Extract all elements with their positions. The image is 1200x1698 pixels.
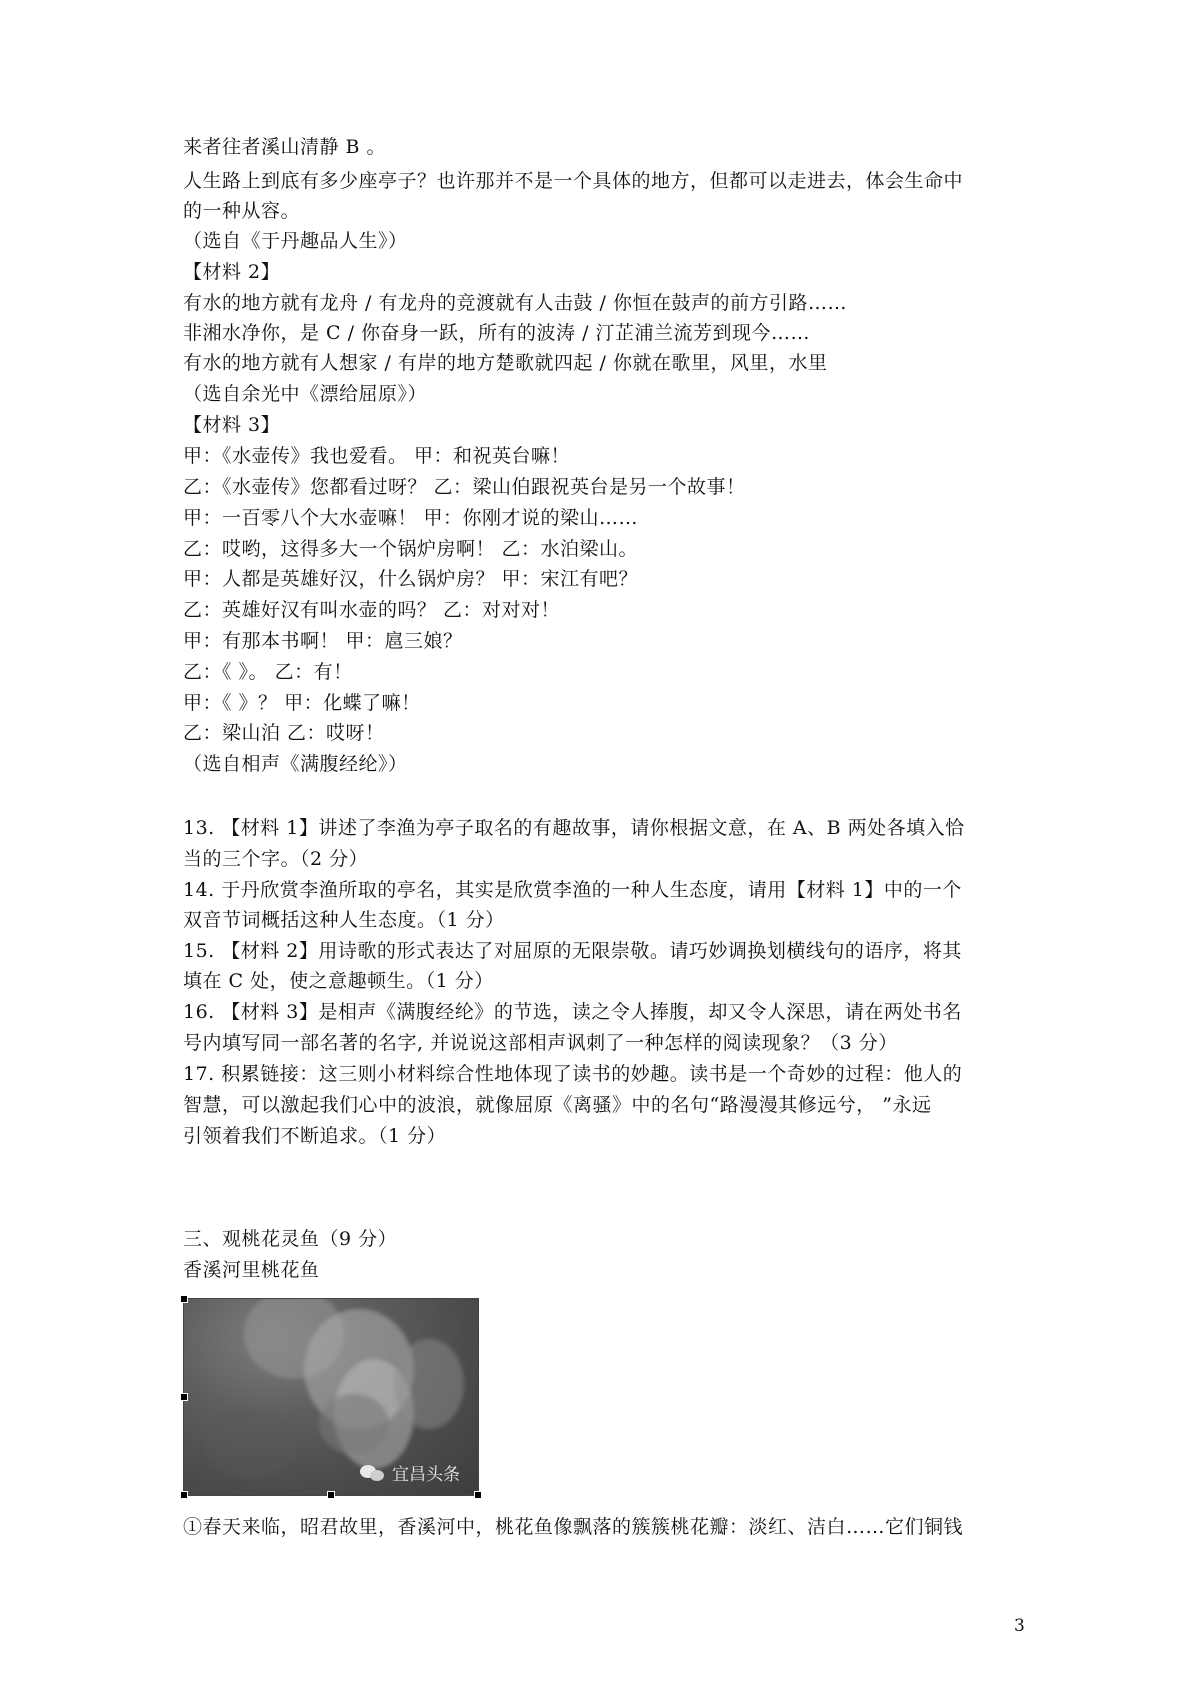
text-line: 来者往者溪山清静 B 。: [183, 136, 387, 158]
dialogue-line: 乙：《 》。 乙：有！: [183, 661, 353, 683]
poem-line: 有水的地方就有龙舟 / 有龙舟的竞渡就有人击鼓 / 你恒在鼓声的前方引路……: [183, 292, 847, 314]
resize-handle[interactable]: [180, 1491, 188, 1499]
source-citation: （选自相声《满腹经纶》）: [183, 753, 408, 775]
question-14: 14. 于丹欣赏李渔所取的亭名，其实是欣赏李渔的一种人生态度，请用【材料 1】中的一个: [183, 879, 962, 901]
peach-blossom-jellyfish-photo: [183, 1298, 479, 1496]
dialogue-line: 甲：一百零八个大水壶嘛！ 甲：你刚才说的梁山……: [183, 507, 639, 529]
section-heading: 【材料 2】: [183, 261, 281, 283]
section-heading: 【材料 3】: [183, 414, 281, 436]
question-17-cont: 智慧，可以激起我们心中的波浪，就像屈原《离骚》中的名句“路漫漫其修远兮， ”永远: [183, 1094, 932, 1116]
dialogue-line: 甲：人都是英雄好汉，什么锅炉房？ 甲：宋江有吧？: [183, 568, 639, 590]
resize-handle[interactable]: [474, 1491, 482, 1499]
article-paragraph: ①春天来临，昭君故里，香溪河中，桃花鱼像飘落的簇簇桃花瓣：淡红、洁白……它们铜钱: [183, 1516, 964, 1538]
dialogue-line: 甲：《 》？ 甲：化蝶了嘛！: [183, 692, 421, 714]
question-17-cont: 引领着我们不断追求。（1 分）: [183, 1125, 447, 1147]
resize-handle[interactable]: [327, 1491, 335, 1499]
question-13: 13. 【材料 1】讲述了李渔为亭子取名的有趣故事，请你根据文意，在 A、B 两处各填入恰: [183, 817, 965, 839]
dialogue-line: 甲：有那本书啊！ 甲：扈三娘？: [183, 630, 463, 652]
question-16: 16. 【材料 3】是相声《满腹经纶》的节选，读之令人捧腹，却又令人深思，请在两处书名: [183, 1001, 962, 1023]
text-line: 人生路上到底有多少座亭子？也许那并不是一个具体的地方，但都可以走进去，体会生命中: [183, 170, 964, 192]
wechat-icon: [360, 1463, 386, 1483]
resize-handle[interactable]: [180, 1295, 188, 1303]
source-citation: （选自余光中《漂给屈原》）: [183, 383, 428, 405]
question-14-cont: 双音节词概括这种人生态度。（1 分）: [183, 909, 505, 931]
watermark-text: 宜昌头条: [392, 1465, 460, 1485]
poem-line: 非湘水净你，是 C / 你奋身一跃，所有的波涛 / 汀芷浦兰流芳到现今……: [183, 322, 811, 344]
dialogue-line: 甲：《水壶传》我也爱看。 甲：和祝英台嘛！: [183, 445, 571, 467]
dialogue-line: 乙：《水壶传》您都看过呀？ 乙：梁山伯跟祝英台是另一个故事！: [183, 476, 746, 498]
dialogue-line: 乙：英雄好汉有叫水壶的吗？ 乙：对对对！: [183, 599, 561, 621]
poem-line: 有水的地方就有人想家 / 有岸的地方楚歌就四起 / 你就在歌里，风里，水里: [183, 352, 828, 374]
question-17: 17. 积累链接：这三则小材料综合性地体现了读书的妙趣。读书是一个奇妙的过程：他人的: [183, 1063, 963, 1085]
dialogue-line: 乙：哎哟，这得多大一个锅炉房啊！ 乙：水泊梁山。: [183, 538, 639, 560]
text-line: 的一种从容。: [183, 200, 301, 222]
question-15-cont: 填在 C 处，使之意趣顿生。（1 分）: [183, 970, 494, 992]
dialogue-line: 乙：梁山泊 乙：哎呀！: [183, 722, 385, 744]
watermark: [360, 1460, 460, 1485]
resize-handle[interactable]: [180, 1393, 188, 1401]
question-13-cont: 当的三个字。（2 分）: [183, 848, 369, 870]
page-number: 3: [1014, 1616, 1025, 1636]
source-citation: （选自《于丹趣品人生》）: [183, 230, 408, 252]
article-title: 香溪河里桃花鱼: [183, 1259, 320, 1281]
question-15: 15. 【材料 2】用诗歌的形式表达了对屈原的无限崇敬。请巧妙调换划横线句的语序，将其: [183, 940, 962, 962]
question-16-cont: 号内填写同一部名著的名字, 并说说这部相声讽刺了一种怎样的阅读现象？（3 分）: [183, 1032, 898, 1054]
section-title: 三、观桃花灵鱼（9 分）: [183, 1228, 398, 1250]
